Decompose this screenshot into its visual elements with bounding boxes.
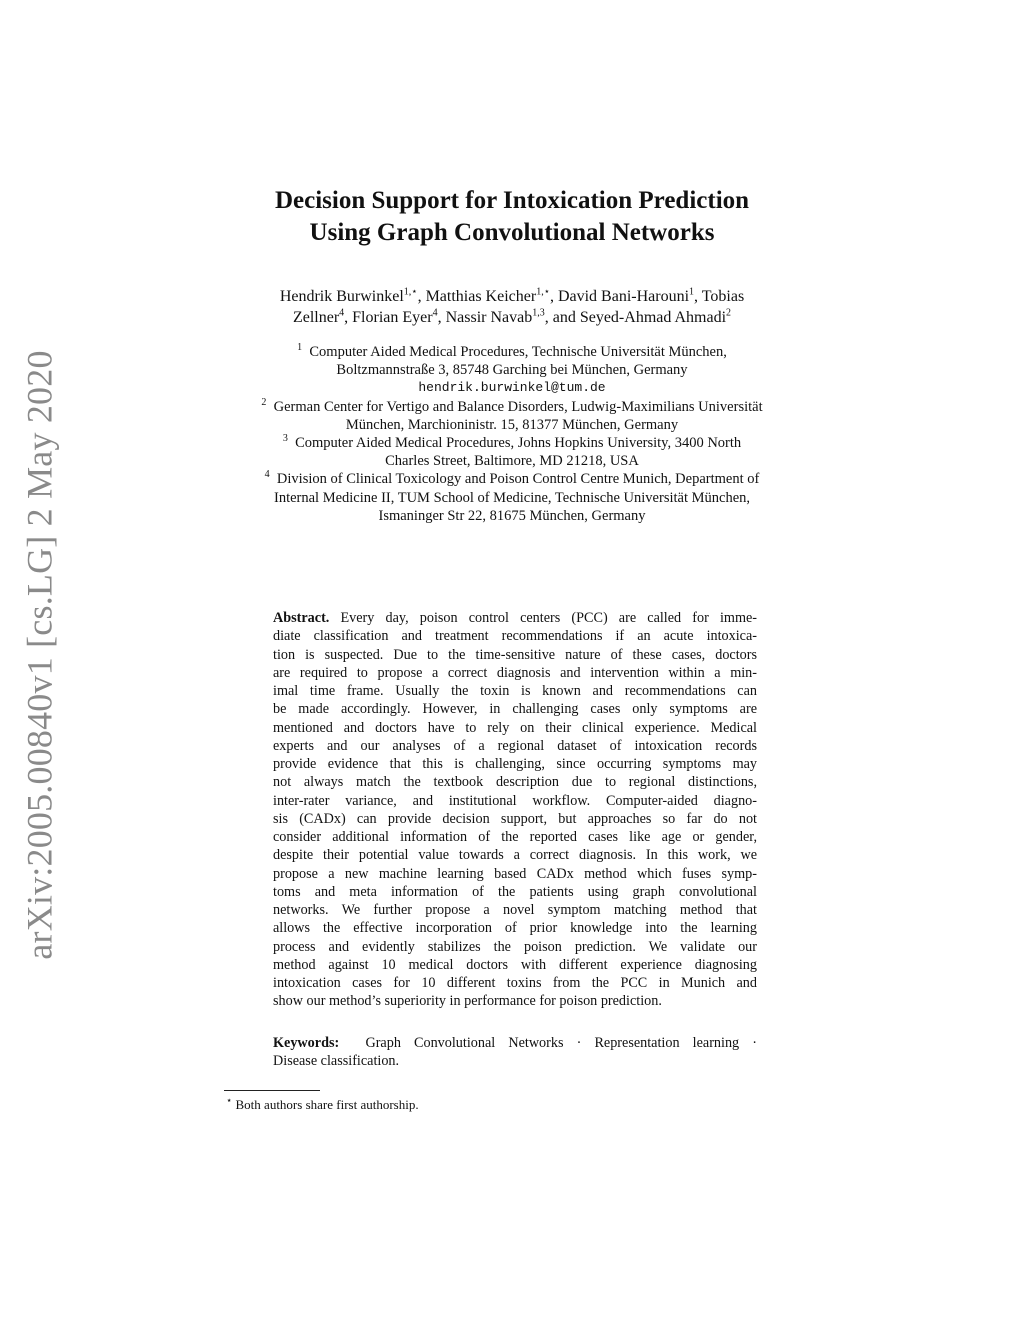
paper-title xyxy=(0,185,1024,249)
abstract-line: sis (CADx) can provide decision support, but approaches so far do not xyxy=(273,810,757,827)
keywords-label: Keywords: xyxy=(273,1035,340,1051)
footnote xyxy=(226,1097,419,1113)
abstract-line: tion is suspected. Due to the time-sensitive nature of these cases, doctors xyxy=(273,646,757,663)
abstract-line: not always match the textbook description due to regional distinctions, xyxy=(273,774,757,791)
author-line-2: Zellner$^4$, Florian Eyer$^4$, Nassir Navab$^{1,3}$, and Seyed-Ahmad Ahmadi$^2$ xyxy=(292,307,732,326)
abstract-line: toms and meta information of the patients using graph convolutional xyxy=(273,883,757,900)
affiliation-4-line-1: $^4$ Division of Clinical Toxicology and Poison Control Centre Munich, Department of xyxy=(264,469,760,488)
abstract-line: allows the effective incorporation of prior knowledge into the learning xyxy=(273,920,757,937)
abstract-line: propose a new machine learning based CADx method which fuses symp- xyxy=(273,865,757,882)
abstract-line: inter-rater variance, and institutional workflow. Computer-aided diagno- xyxy=(273,792,757,809)
footnote-divider xyxy=(224,1090,320,1091)
abstract-line: despite their potential value towards a correct diagnosis. In this work, we xyxy=(273,847,757,864)
affiliation-2-line-1: $^2$ German Center for Vertigo and Balance Disorders, Ludwig-Maximilians Universität xyxy=(261,396,763,415)
keywords xyxy=(273,1034,757,1071)
abstract-line: be made accordingly. However, in challenging cases only symptoms are xyxy=(273,701,757,718)
affiliation-4-line-3: Ismaninger Str 22, 81675 München, Germany xyxy=(378,507,646,524)
footnote-mark: ⋆ xyxy=(226,1095,233,1107)
abstract-line: Abstract. Every day, poison control centers (PCC) are called for imme- xyxy=(273,610,758,626)
abstract-line: method against 10 medical doctors with different experience diagnosing xyxy=(273,956,757,973)
affiliation-1-line-2: Boltzmannstraße 3, 85748 Garching bei München, Germany xyxy=(336,362,688,379)
abstract-line: show our method’s superiority in performance for poison prediction. xyxy=(273,993,662,1010)
footnote-text: Both authors share first authorship. xyxy=(235,1097,419,1112)
keywords-line: Disease classification. xyxy=(273,1053,400,1070)
affiliation-2-line-2: München, Marchioninistr. 15, 81377 München, Germany xyxy=(345,416,679,433)
affiliations xyxy=(0,343,1024,525)
affiliation-1-line-1: $^1$ Computer Aided Medical Procedures, Technische Universität München, xyxy=(297,342,727,360)
affiliation-3-line-1: $^3$ Computer Aided Medical Procedures, Johns Hopkins University, 3400 North xyxy=(282,433,742,452)
affiliation-1-email[interactable]: hendrik.burwinkel@tum.de xyxy=(418,380,606,396)
abstract-line: experts and our analyses of a regional dataset of intoxication records xyxy=(273,737,757,754)
keywords-line: Keywords: Graph Convolutional Networks · Representation learning · xyxy=(273,1035,757,1051)
arxiv-identifier-text: arXiv:2005.00840v1 [cs.LG] 2 May 2020 xyxy=(20,350,60,960)
abstract-line: consider additional information of the reported cases like age or gender, xyxy=(273,829,757,845)
title-line-1: Decision Support for Intoxication Prediction xyxy=(274,187,750,214)
abstract-line: intoxication cases for 10 different toxins from the PCC in Munich and xyxy=(273,975,757,991)
title-line-2: Using Graph Convolutional Networks xyxy=(309,219,715,246)
abstract-line: are required to propose a correct diagnosis and intervention within a min- xyxy=(273,664,757,681)
author-list xyxy=(0,286,1024,328)
abstract-line: mentioned and doctors have to rely on their clinical experience. Medical xyxy=(273,719,757,736)
abstract xyxy=(273,609,757,1011)
abstract-line: diate classification and treatment recommendations if an acute intoxica- xyxy=(273,628,757,645)
abstract-line: networks. We further propose a novel symptom matching method that xyxy=(273,902,757,918)
affiliation-3-line-2: Charles Street, Baltimore, MD 21218, USA xyxy=(385,453,639,470)
abstract-label: Abstract. xyxy=(273,610,330,626)
affiliation-4-line-2: Internal Medicine II, TUM School of Medicine, Technische Universität München, xyxy=(273,489,750,506)
abstract-line: process and evidently stabilizes the poison prediction. We validate our xyxy=(273,938,757,955)
abstract-line: provide evidence that this is challenging, since occurring symptoms may xyxy=(273,756,757,772)
abstract-line: imal time frame. Usually the toxin is known and recommendations can xyxy=(273,683,757,699)
author-line-1: Hendrik Burwinkel$^{1,⋆}$, Matthias Keicher$^{1,⋆}$, David Bani-Harouni$^1$, Tobias xyxy=(279,286,745,305)
